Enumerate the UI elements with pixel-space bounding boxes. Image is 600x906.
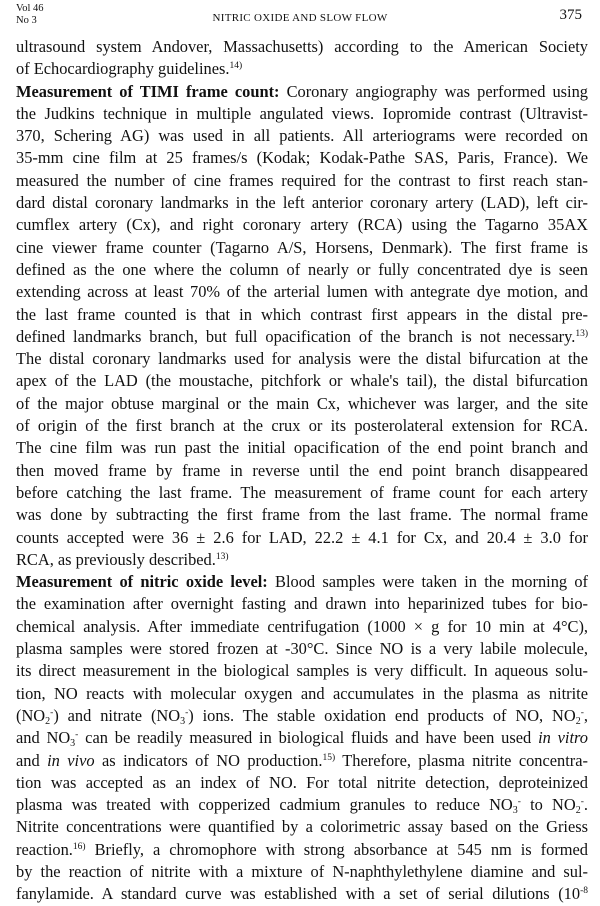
text-line: The distal coronary landmarks used for analysis were the distal bifurcation at the [16, 349, 588, 369]
section-heading-no-level: Measurement of nitric oxide level: [16, 572, 268, 592]
text-line: defined landmarks branch, but full opacification of the branch is not necessary.$^{13)}$ [16, 326, 588, 346]
text-line: The cine film was run past the initial opacification of the end point branch and [16, 438, 588, 458]
text-line: 370, Schering AG) was used in all patients. All arteriograms were recorded on [16, 126, 588, 146]
text-line: plasma was treated with copperized cadmium granules to reduce $NO_3^-$ to $NO_2^-$. [16, 795, 588, 817]
text-line: RCA, as previously described.$^{13)}$ [16, 549, 229, 569]
text-line: of the major obtuse marginal or the main Cx, whichever was larger, and the site [16, 393, 588, 413]
text-line: was done by subtracting the first frame from the last frame. The normal frame [16, 505, 588, 525]
text-line: Nitrite concentrations were quantified by a colorimetric assay based on the Griess [16, 817, 588, 837]
page-header [0, 0, 600, 40]
text-line: the Judkins technique in multiple angulated views. Iopromide contrast (Ultravist- [16, 103, 588, 123]
text-line: by the reaction of nitrite with a mixture of N-naphthylethylene diamine and sul- [16, 861, 588, 881]
text-line: tion, NO reacts with molecular oxygen and accumulates in the plasma as nitrite [16, 683, 588, 703]
text-line: counts accepted were 36 ± 2.6 for LAD, 22.2 ± 4.1 for Cx, and 20.4 ± 3.0 for [16, 527, 588, 547]
reference-mark: 15) [322, 752, 336, 763]
text-line: 35-mm cine film at 25 frames/s (Kodak; Kodak-Pathe SAS, Paris, France). We [16, 148, 588, 168]
text-line: apex of the LAD (the moustache, pitchfork or whale's tail), the distal bifurcation [16, 371, 588, 391]
reference-mark: 13) [215, 551, 229, 562]
article-body [16, 36, 588, 906]
text-line: cine viewer frame counter (Tagarno A/S, Horsens, Denmark). The first frame is [16, 237, 588, 257]
reference-mark: 14) [229, 61, 243, 72]
running-title: NITRIC OXIDE AND SLOW FLOW [212, 12, 388, 24]
text-line: dard distal coronary landmarks in the left anterior coronary artery (LAD), left cir- [16, 193, 588, 213]
page-number: 375 [559, 7, 582, 23]
reference-mark: -8 [580, 886, 588, 897]
text-line: cumflex artery (Cx), and right coronary artery (RCA) using the Tagarno 35AX [16, 215, 588, 235]
text-line: the examination after overnight fasting and drawn into heparinized tubes for bio- [16, 594, 588, 614]
volume-label: Vol 46 [16, 3, 44, 14]
text-line: the last frame counted is that in which contrast first appears in the distal pre- [16, 304, 588, 324]
text-line: tion was accepted as an index of NO. For total nitrite detection, deproteinized [16, 772, 588, 792]
text-line: its direct measurement in the biological samples is very difficult. In aqueous solu- [16, 661, 588, 681]
section-heading-timi: Measurement of TIMI frame count: [16, 81, 280, 101]
text-line: extending across at least 70% of the arterial lumen with antegrate dye motion, and [16, 282, 588, 302]
text-line: fanylamide. A standard curve was established with a set of serial dilutions ($10^{-8}$ [16, 884, 588, 904]
text-line: measured the number of cine frames required for the contrast to first reach stan- [16, 170, 588, 190]
text-line: plasma samples were stored frozen at -30°C. Since NO is a very labile molecule, [16, 639, 588, 659]
issue-label: No 3 [16, 15, 37, 26]
text-line: defined as the one where the column of nearly or fully concentrated dye is seen [16, 259, 588, 279]
text-line: and in vivo as indicators of NO production.$^{15)}$ Therefore, plasma nitrite concentra- [16, 750, 588, 770]
text-line: ultrasound system Andover, Massachusetts) according to the American Society [16, 37, 588, 56]
reference-mark: 13) [575, 328, 588, 339]
text-line: Measurement of TIMI frame count: Coronary angiography was performed using [16, 81, 588, 101]
text-line: then moved frame by frame in reverse until the end point branch disappeared [16, 460, 588, 480]
text-line: reaction.$^{16)}$ Briefly, a chromophore with strong absorbance at 545 nm is formed [16, 839, 588, 859]
text-line: of Echocardiography guidelines.$^{14)}$ [16, 59, 243, 79]
text-line: $(NO_2^-)$ and nitrate $(NO_3^-)$ ions. The stable oxidation end products of NO, $NO_2^-$, [16, 705, 588, 727]
text-line: before catching the last frame. The measurement of frame count for each artery [16, 482, 588, 502]
text-line: chemical analysis. After immediate centrifugation (1000 × g for 10 min at 4°C), [16, 616, 588, 636]
text-line: Measurement of nitric oxide level: Blood samples were taken in the morning of [16, 572, 588, 592]
text-line: of origin of the first branch at the crux or its posterolateral extension for RCA. [16, 416, 588, 436]
reference-mark: 16) [72, 841, 86, 852]
text-line: and $NO_3^-$ can be readily measured in biological fluids and have been used in vitro [16, 728, 588, 750]
